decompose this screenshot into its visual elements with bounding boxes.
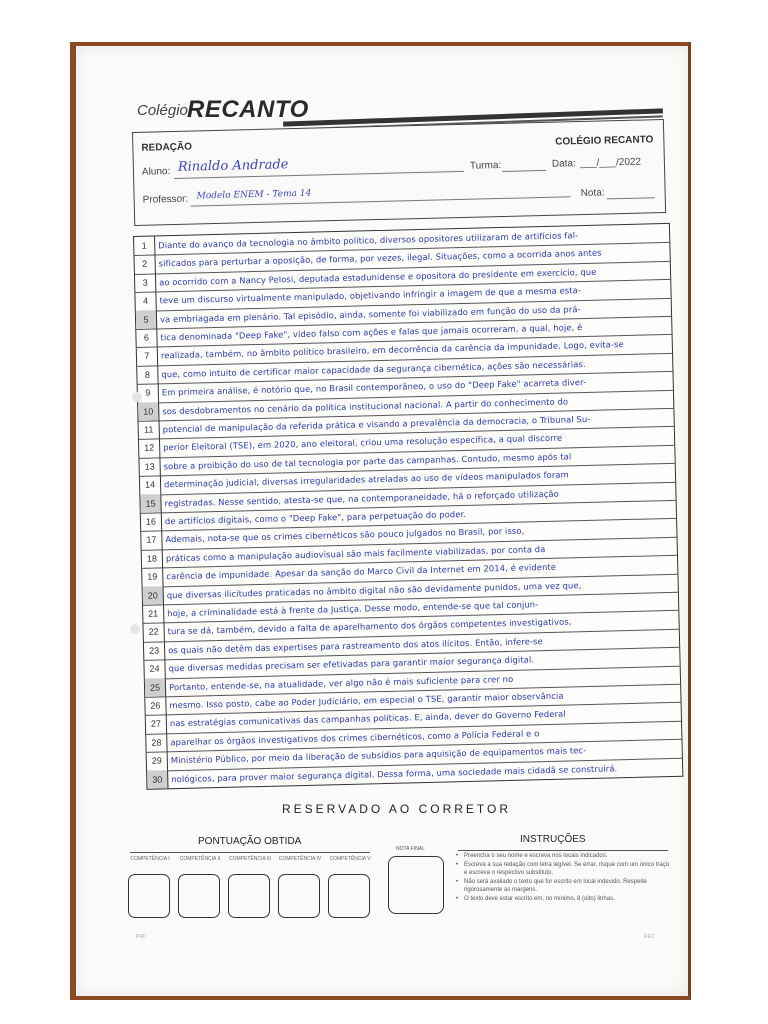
line-number: 30 (147, 770, 168, 789)
competency-score-box[interactable] (178, 874, 220, 918)
professor-label: Professor: (142, 193, 189, 206)
handwritten-line-text[interactable]: potencial de manipulação da referida prática e visando a prevalência da democracia, o Tribunal Su- (162, 413, 591, 435)
score-title: PONTUAÇÃO OBTIDA (198, 836, 302, 847)
line-number: 21 (143, 604, 164, 623)
line-number: 16 (141, 512, 162, 531)
line-number: 25 (145, 678, 166, 697)
line-number: 27 (146, 715, 167, 734)
competency-label-2: COMPETÊNCIA II (179, 856, 221, 862)
line-number: 19 (142, 568, 163, 587)
line-number: 13 (139, 457, 160, 476)
line-number: 26 (145, 696, 166, 715)
handwritten-line-text[interactable]: tica denominada "Deep Fake", vídeo falso com ações e falas que jamais ocorreram, a qual, hoje, é (160, 322, 583, 343)
line-number: 3 (135, 273, 156, 292)
data-value[interactable]: ___/___/2022 (579, 156, 642, 170)
line-number: 2 (134, 255, 155, 274)
professor-value[interactable]: Modelo ENEM - Tema 14 (196, 188, 312, 202)
final-score-label: NOTA FINAL (396, 846, 425, 852)
handwritten-line-text[interactable]: va embriagada em plenário. Tal episódio, ainda, somente foi viabilizado em função do uso da prá- (159, 303, 581, 324)
line-number: 22 (143, 623, 164, 642)
handwritten-line-text[interactable]: carência de impunidade. Apesar da sanção do Marco Civil da Internet em 2014, é evidente (166, 561, 557, 582)
score-rule (130, 852, 370, 853)
binder-hole (132, 392, 142, 402)
handwritten-line-text[interactable]: tura se dá, também, devido a falta de aparelhamento dos órgãos competentes investigativos, (167, 616, 572, 637)
line-number: 10 (138, 402, 159, 421)
handwritten-line-text[interactable]: mesmo. Isso posto, cabe ao Poder Judiciário, em especial o TSE, garantir maior observância (169, 690, 564, 711)
handwritten-line-text[interactable]: sificados para perturbar a oposição, de forma, por vezes, ilegal. Situações, como a ocorrida anos antes (158, 247, 602, 269)
handwritten-line-text[interactable]: os quais não detêm das expertises para rastreamento dos atos ilícitos. Então, infere-se (168, 635, 543, 656)
competency-score-box[interactable] (328, 874, 370, 918)
line-number: 1 (134, 236, 155, 255)
instructions-list (456, 852, 670, 904)
instructions-title: INSTRUÇÕES (520, 834, 586, 845)
data-label: Data: (551, 158, 576, 170)
line-number: 24 (144, 660, 165, 679)
nota-label: Nota: (580, 187, 605, 200)
handwritten-line-text[interactable]: perior Eleitoral (TSE), em 2020, ano eleitoral, criou uma resolução específica, a qual discorre (163, 432, 563, 453)
handwritten-line-text[interactable]: que diversas medidas precisam ser efetivadas para garantir maior segurança digital. (168, 654, 535, 674)
aluno-value[interactable]: Rinaldo Andrade (177, 157, 289, 175)
instruction-item: • Preencha o seu nome e escreva nos locais indicados. (456, 852, 670, 860)
aluno-label: Aluno: (141, 166, 171, 178)
handwritten-line-text[interactable]: Ministério Público, por meio da liberação de subsídios para aquisição de equipamentos mais tec- (170, 745, 587, 766)
line-number: 15 (140, 494, 161, 513)
handwritten-line-text[interactable]: práticas como a manipulação audiovisual são mais facilmente viabilizadas, por conta da (165, 543, 546, 564)
handwritten-line-text[interactable]: nas estratégias comunicativas das campanhas políticas. E, ainda, dever do Governo Federal (169, 708, 566, 729)
section-title: REDAÇÃO (141, 141, 193, 154)
line-number: 23 (144, 641, 165, 660)
binder-hole (130, 624, 140, 634)
handwritten-line-text[interactable]: de artifícios digitais, como o "Deep Fake", para perpetuação do poder. (164, 508, 467, 527)
handwritten-line-text[interactable]: aparelhar os órgãos investigativos dos crimes cibernéticos, como a Polícia Federal e o (170, 728, 540, 748)
handwritten-line-text[interactable]: nológicos, para prover maior segurança digital. Dessa forma, uma sociedade mais cidadã se construirá. (171, 762, 618, 784)
reserved-heading: RESERVADO AO CORRETOR (282, 802, 512, 816)
handwritten-line-text[interactable]: teve um discurso virtualmente manipulado, objetivando infringir a imagem de que a mesma esta- (159, 285, 582, 306)
handwritten-line-text[interactable]: Ademais, nota-se que os crimes cibernéticos são pouco julgados no Brasil, por isso, (165, 525, 525, 545)
final-score-box[interactable] (388, 856, 444, 914)
competency-score-box[interactable] (278, 874, 320, 918)
handwritten-line-text[interactable]: determinação judicial, diversas irregularidades atreladas ao uso de vídeos manipulados foram (163, 469, 569, 490)
line-number: 28 (146, 733, 167, 752)
form-code-right: REC (644, 934, 655, 940)
handwritten-line-text[interactable]: Diante do avanço da tecnologia no âmbito político, diversos opositores utilizaram de artifícios fal- (158, 230, 579, 251)
essay-lines-grid (133, 223, 683, 790)
line-number: 4 (135, 292, 156, 311)
competency-label-4: COMPETÊNCIA IV (278, 856, 322, 862)
competency-label-3: COMPETÊNCIA III (229, 856, 271, 862)
handwritten-line-text[interactable]: ao ocorrido com a Nancy Pelosi, deputada estadunidense e opositora do presidente em exercício, que (159, 266, 597, 288)
nota-line[interactable] (607, 197, 655, 199)
instruction-item: • Não será avaliado o texto que for escrito em local indevido. Respeite rigorosamente as margens. (456, 878, 670, 894)
line-number: 20 (143, 586, 164, 605)
instructions-rule (458, 850, 668, 851)
competency-score-box[interactable] (228, 874, 270, 918)
line-number: 9 (138, 384, 159, 403)
line-number: 7 (137, 347, 158, 366)
handwritten-line-text[interactable]: que, como intuito de certificar maior capacidade da segurança cibernética, ações são necessárias. (161, 358, 586, 380)
handwritten-line-text[interactable]: Em primeira análise, é notório que, no Brasil contemporâneo, o uso do "Deep Fake" acarreta diver- (161, 377, 587, 398)
line-number: 8 (137, 365, 158, 384)
turma-label: Turma: (469, 159, 502, 172)
line-number: 14 (140, 476, 161, 495)
logo-name: RECANTO (187, 96, 309, 123)
school-name: COLÉGIO RECANTO (555, 134, 654, 148)
competency-score-box[interactable] (128, 874, 170, 918)
handwritten-line-text[interactable]: Portanto, entende-se, na atualidade, ver algo não é mais suficiente para crer no (168, 673, 514, 692)
competency-label-5: COMPETÊNCIA V (329, 856, 371, 862)
line-number: 6 (136, 328, 157, 347)
form-code-left: PRD (136, 934, 147, 940)
line-number: 29 (147, 751, 168, 770)
handwritten-line-text[interactable]: sos desdobramentos no cenário da política institucional nacional. A partir do conhecimento do (162, 396, 569, 416)
turma-line[interactable] (502, 170, 546, 172)
line-number: 12 (139, 439, 160, 458)
logo-prefix: Colégio (137, 102, 188, 119)
handwritten-line-text[interactable]: registradas. Nesse sentido, atesta-se que, na contemporaneidade, há o reforçado utilização (164, 488, 559, 508)
instruction-item: • Escreva a sua redação com letra legível. Se errar, risque com um único traço e escreva o respectivo substituto. (456, 861, 670, 877)
background-top (60, 0, 680, 46)
handwritten-line-text[interactable]: realizada, também, no âmbito político brasileiro, em decorrência da carência da impunidade. Logo, evita-se (160, 339, 624, 361)
line-number: 11 (139, 420, 160, 439)
handwritten-line-text[interactable]: que diversas ilicitudes praticadas no âmbito digital não são devidamente punidos, uma vez que, (166, 579, 582, 600)
line-number: 17 (141, 531, 162, 550)
line-number: 18 (142, 549, 163, 568)
competency-label-1: COMPETÊNCIA I (130, 856, 170, 862)
student-info-box (132, 119, 666, 226)
handwritten-line-text[interactable]: hoje, a criminalidade está à frente da Justiça. Desse modo, entende-se que tal conjun- (167, 599, 539, 619)
handwritten-line-text[interactable]: sobre a proibição do uso de tal tecnologia por parte das campanhas. Contudo, mesmo após tal (163, 451, 572, 472)
instruction-item: • O texto deve estar escrito em, no mínimo, 8 (oito) linhas. (456, 895, 670, 903)
line-number: 5 (136, 310, 157, 329)
